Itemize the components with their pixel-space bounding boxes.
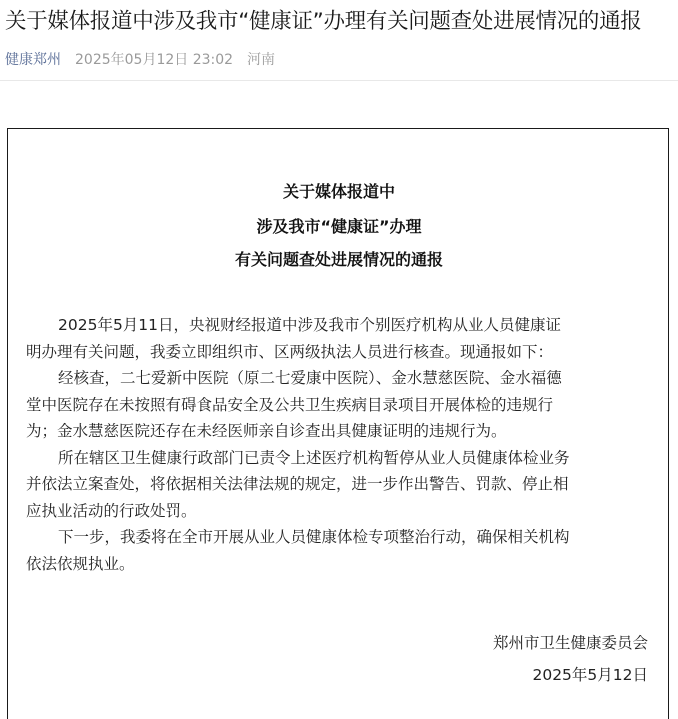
paragraph-4-line-1: 下一步，我委将在全市开展从业人员健康体检专项整治行动，确保相关机构 <box>58 528 570 546</box>
paragraph-2-line-1: 经核查，二七爱新中医院（原二七爱康中医院）、金水慧慈医院、金水福德 <box>58 369 562 387</box>
publish-time: 2025年05月12日 23:02 <box>75 52 234 68</box>
paragraph-1-line-2: 明办理有关问题，我委立即组织市、区两级执法人员进行核查。现通报如下： <box>26 342 554 361</box>
paragraph-1-line-1: 2025年5月11日，央视财经报道中涉及我市个别医疗机构从业人员健康证 <box>58 316 562 334</box>
notice-title-line-1: 关于媒体报道中 <box>282 182 395 201</box>
signature-organization: 郑州市卫生健康委员会 <box>492 634 648 652</box>
article-meta <box>5 50 275 70</box>
paragraph-2-line-3: 为；金水慧慈医院还存在未经医师亲自诊查出具健康证明的违规行为。 <box>26 422 507 440</box>
paragraph-3-line-3: 应执业活动的行政处罚。 <box>26 501 197 520</box>
paragraph-2-line-2: 堂中医院存在未按照有碍食品安全及公共卫生疾病目录项目开展体检的违规行 <box>26 395 554 414</box>
divider <box>0 80 678 81</box>
article-title: 关于媒体报道中涉及我市“健康证”办理有关问题查处进展情况的通报 <box>5 9 642 34</box>
paragraph-4-line-2: 依法依规执业。 <box>26 554 135 573</box>
source-link[interactable]: 健康郑州 <box>5 52 61 68</box>
publish-location: 河南 <box>247 52 276 68</box>
paragraph-3-line-1: 所在辖区卫生健康行政部门已责令上述医疗机构暂停从业人员健康体检业务 <box>58 448 570 467</box>
signature-date: 2025年5月12日 <box>532 666 648 684</box>
paragraph-3-line-2: 并依法立案查处，将依据相关法律法规的规定，进一步作出警告、罚款、停止相 <box>26 475 569 493</box>
notice-title-line-3: 有关问题查处进展情况的通报 <box>234 250 443 269</box>
notice-body <box>26 312 658 577</box>
notice-title-line-2: 涉及我市“健康证”办理 <box>256 217 422 236</box>
